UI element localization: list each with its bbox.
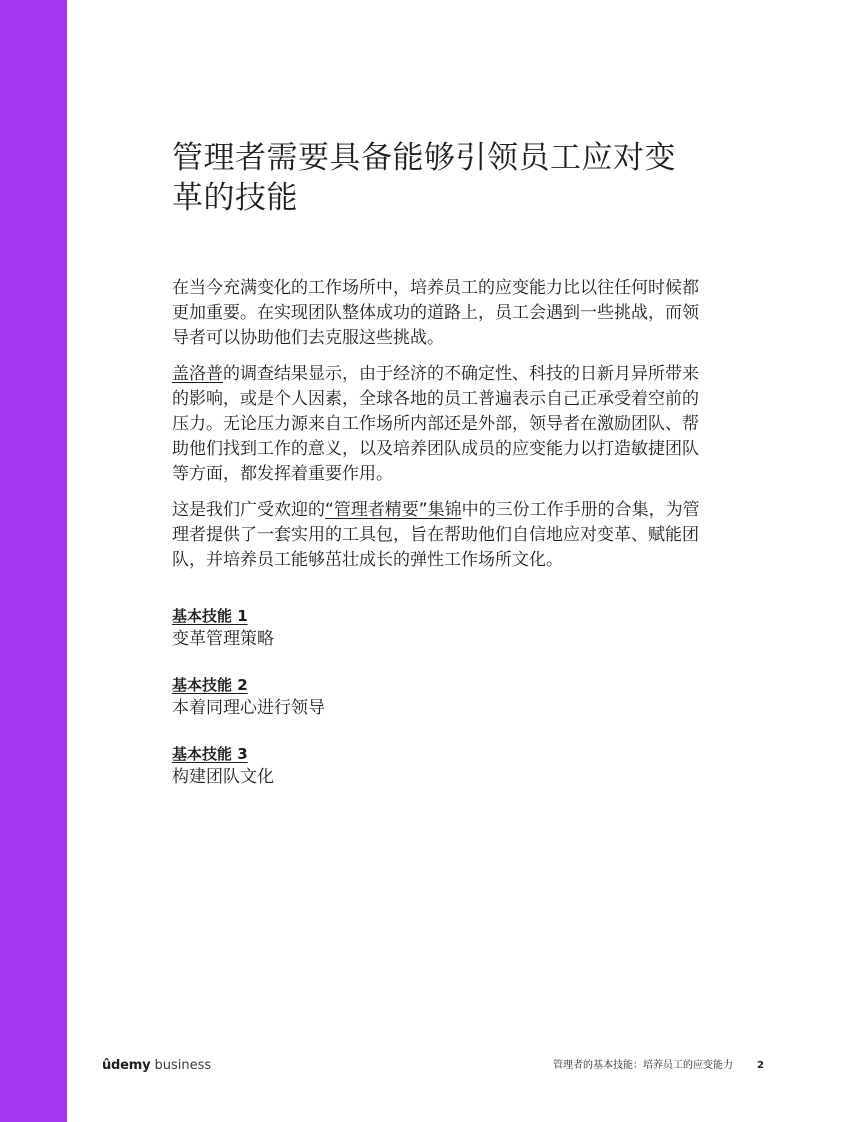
main-content	[172, 138, 702, 812]
skill-name: 变革管理策略	[172, 629, 274, 649]
gallup-link[interactable]: 盖洛普	[172, 364, 223, 384]
skills-list	[172, 605, 702, 790]
page-number: 2	[757, 1060, 764, 1071]
survey-paragraph	[172, 362, 702, 487]
collection-paragraph-after: 中的三份工作手册的合集，为管理者提供了一套实用的工具包，旨在帮助他们自信地应对变革、赋能团队，并培养员工能够茁壮成长的弹性工作场所文化。	[172, 500, 700, 570]
manager-essentials-link[interactable]: “管理者精要”集锦	[325, 500, 462, 520]
skill-label[interactable]: 基本技能 3	[172, 745, 248, 763]
page-footer	[553, 1059, 764, 1073]
skill-item[interactable]	[172, 743, 702, 790]
skill-item[interactable]	[172, 674, 702, 721]
footer-doc-title: 管理者的基本技能：培养员工的应变能力	[553, 1060, 734, 1071]
logo-brand: ûdemy	[102, 1058, 151, 1073]
udemy-business-logo	[102, 1057, 211, 1075]
collection-paragraph-before: 这是我们广受欢迎的	[172, 500, 325, 520]
skill-name: 本着同理心进行领导	[172, 698, 325, 718]
skill-label[interactable]: 基本技能 2	[172, 676, 248, 694]
page-title: 管理者需要具备能够引领员工应对变革的技能	[172, 140, 676, 216]
logo-suffix: business	[154, 1058, 212, 1073]
skill-label[interactable]: 基本技能 1	[172, 607, 248, 625]
collection-paragraph	[172, 498, 702, 573]
skill-name: 构建团队文化	[172, 767, 274, 787]
accent-side-bar	[0, 0, 67, 1122]
survey-paragraph-text: 的调查结果显示，由于经济的不确定性、科技的日新月异所带来的影响，或是个人因素，全球各地的员工普遍表示自己正承受着空前的压力。无论压力源来自工作场所内部还是外部，领导者在激励团队、帮助他们找到工作的意义，以及培养团队成员的应变能力以打造敏捷团队等方面，都发挥着重要作用。	[172, 364, 699, 484]
skill-item[interactable]	[172, 605, 702, 652]
intro-paragraph: 在当今充满变化的工作场所中，培养员工的应变能力比以往任何时候都更加重要。在实现团队整体成功的道路上，员工会遇到一些挑战，而领导者可以协助他们去克服这些挑战。	[172, 278, 699, 348]
